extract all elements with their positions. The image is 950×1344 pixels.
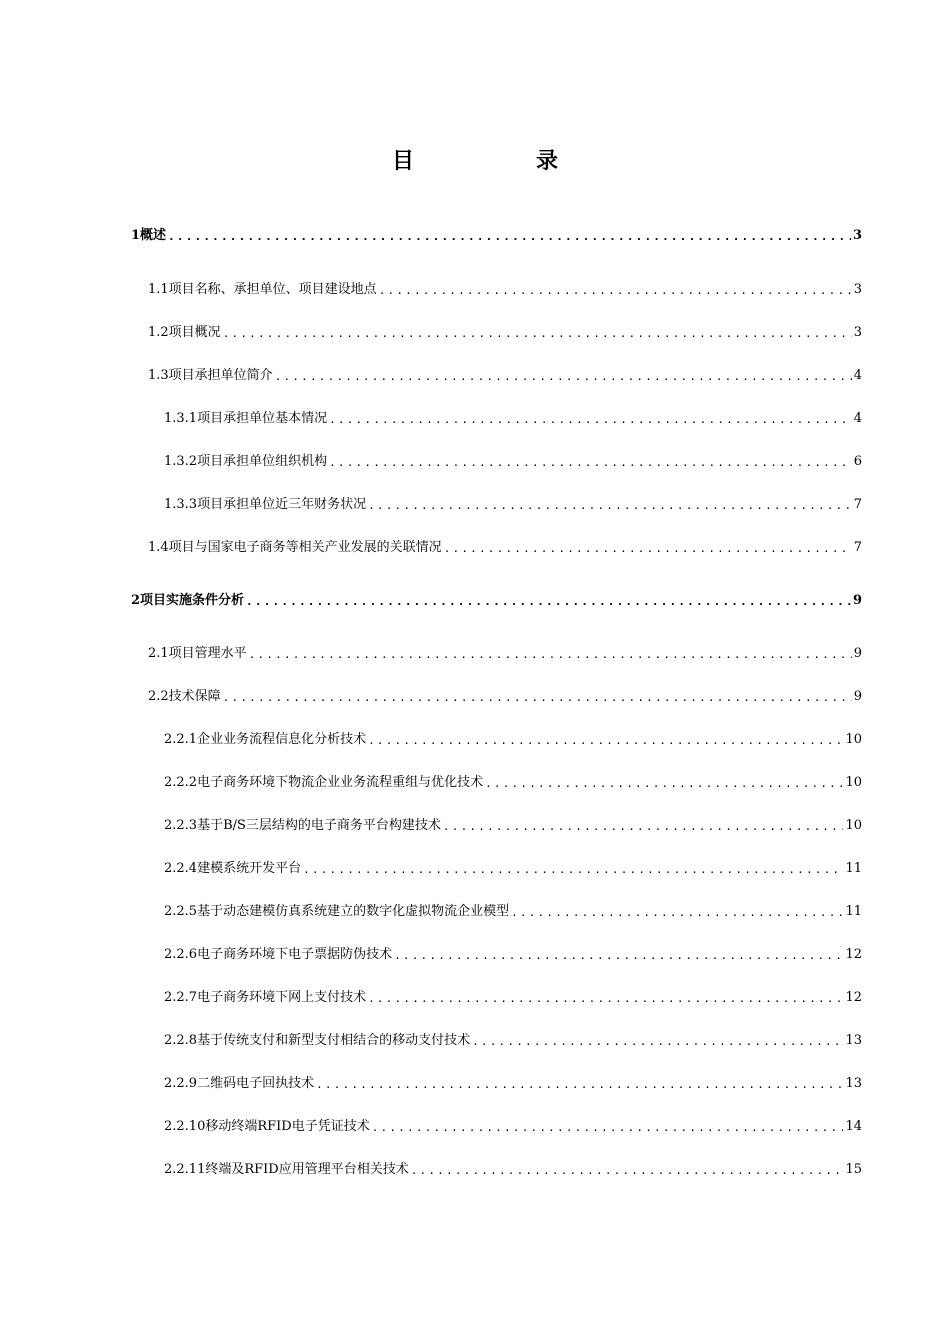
toc-entry[interactable]	[164, 903, 862, 921]
toc-entry-page-number: 13	[845, 1076, 862, 1091]
toc-entry[interactable]	[131, 227, 862, 245]
toc-dot-leader	[485, 775, 843, 793]
toc-entry[interactable]	[164, 1032, 862, 1050]
toc-entry-title: 1.3.2项目承担单位组织机构	[164, 454, 328, 469]
toc-entry[interactable]	[164, 731, 862, 749]
toc-entry[interactable]	[164, 1161, 862, 1179]
toc-dot-leader	[223, 689, 852, 707]
toc-entry-title: 1.4项目与国家电子商务等相关产业发展的关联情况	[148, 540, 442, 555]
toc-dot-leader	[316, 1076, 843, 1094]
toc-entry-page-number: 4	[853, 411, 862, 426]
toc-entry-page-number: 6	[853, 454, 862, 469]
toc-entry-title: 1概述	[131, 228, 167, 243]
toc-entry[interactable]	[164, 410, 862, 428]
toc-entry-page-number: 10	[845, 775, 862, 790]
toc-dot-leader	[411, 1162, 844, 1180]
toc-entry-title: 1.3.1项目承担单位基本情况	[164, 411, 328, 426]
toc-entry-title: 2.2.11终端及RFID应用管理平台相关技术	[164, 1162, 409, 1177]
toc-entry[interactable]	[164, 860, 862, 878]
toc-entry-page-number: 7	[853, 497, 862, 512]
toc-entry-page-number: 7	[853, 540, 862, 555]
toc-dot-leader	[394, 947, 843, 965]
toc-entry-title: 2.2.9二维码电子回执技术	[164, 1076, 315, 1091]
toc-entry-title: 1.3项目承担单位简介	[148, 368, 273, 383]
toc-entry-title: 2.2.10移动终端RFID电子凭证技术	[164, 1119, 370, 1134]
toc-entry-title: 2.1项目管理水平	[148, 646, 247, 661]
toc-entry-title: 2.2.8基于传统支付和新型支付相结合的移动支付技术	[164, 1033, 471, 1048]
toc-entry-page-number: 3	[853, 282, 862, 297]
toc-entry-title: 2.2.6电子商务环境下电子票据防伪技术	[164, 947, 393, 962]
toc-dot-leader	[249, 646, 852, 664]
toc-dot-leader	[368, 497, 852, 515]
toc-entry-title: 1.2项目概况	[148, 325, 221, 340]
toc-entry-page-number: 14	[845, 1119, 862, 1134]
toc-entry-page-number: 12	[845, 990, 862, 1005]
toc-dot-leader	[372, 1119, 844, 1137]
toc-entry[interactable]	[164, 817, 862, 835]
toc-entry-title: 1.1项目名称、承担单位、项目建设地点	[148, 282, 377, 297]
toc-entry[interactable]	[148, 367, 862, 385]
toc-entry[interactable]	[164, 774, 862, 792]
toc-entry-page-number: 10	[845, 818, 862, 833]
toc-dot-leader	[223, 325, 852, 343]
toc-dot-leader	[368, 732, 843, 750]
toc-entry[interactable]	[148, 645, 862, 663]
toc-entry-page-number: 9	[853, 646, 862, 661]
toc-entry[interactable]	[148, 324, 862, 342]
page-title: 目 录	[391, 148, 608, 174]
toc-entry-page-number: 10	[845, 732, 862, 747]
toc-entry-title: 2.2.5基于动态建模仿真系统建立的数字化虚拟物流企业模型	[164, 904, 510, 919]
toc-dot-leader	[329, 454, 852, 472]
toc-dot-leader	[303, 861, 843, 879]
toc-dot-leader	[443, 818, 844, 836]
toc-entry-title: 1.3.3项目承担单位近三年财务状况	[164, 497, 367, 512]
toc-entry-title: 2.2.7电子商务环境下网上支付技术	[164, 990, 367, 1005]
toc-dot-leader	[511, 904, 843, 922]
toc-entry-title: 2项目实施条件分析	[131, 593, 245, 608]
toc-entry[interactable]	[148, 539, 862, 557]
toc-entry[interactable]	[131, 592, 862, 610]
toc-entry[interactable]	[164, 496, 862, 514]
toc-entry[interactable]	[164, 989, 862, 1007]
toc-entry-page-number: 9	[853, 689, 862, 704]
toc-dot-leader	[472, 1033, 843, 1051]
toc-entry[interactable]	[164, 453, 862, 471]
toc-dot-leader	[246, 593, 851, 611]
toc-dot-leader	[379, 282, 852, 300]
toc-entry[interactable]	[148, 688, 862, 706]
toc-entry[interactable]	[164, 1075, 862, 1093]
toc-entry[interactable]	[164, 1118, 862, 1136]
toc-entry-title: 2.2技术保障	[148, 689, 221, 704]
toc-dot-leader	[368, 990, 843, 1008]
toc-entry-title: 2.2.4建模系统开发平台	[164, 861, 302, 876]
toc-entry-page-number: 4	[853, 368, 862, 383]
toc-dot-leader	[329, 411, 852, 429]
toc-dot-leader	[275, 368, 852, 386]
toc-entry-title: 2.2.2电子商务环境下物流企业业务流程重组与优化技术	[164, 775, 484, 790]
toc-entry-page-number: 15	[845, 1162, 862, 1177]
toc-entry[interactable]	[164, 946, 862, 964]
toc-entry-page-number: 3	[853, 325, 862, 340]
toc-entry-page-number: 11	[845, 904, 862, 919]
toc-entry-title: 2.2.3基于B/S三层结构的电子商务平台构建技术	[164, 818, 441, 833]
toc-entry-page-number: 11	[845, 861, 862, 876]
toc-dot-leader	[444, 540, 852, 558]
toc-entry-title: 2.2.1企业业务流程信息化分析技术	[164, 732, 367, 747]
toc-entry-page-number: 9	[852, 593, 862, 608]
toc-entry[interactable]	[148, 281, 862, 299]
toc-entry-page-number: 3	[852, 228, 862, 243]
toc-dot-leader	[168, 228, 851, 246]
toc-entry-page-number: 13	[845, 1033, 862, 1048]
toc-entry-page-number: 12	[845, 947, 862, 962]
